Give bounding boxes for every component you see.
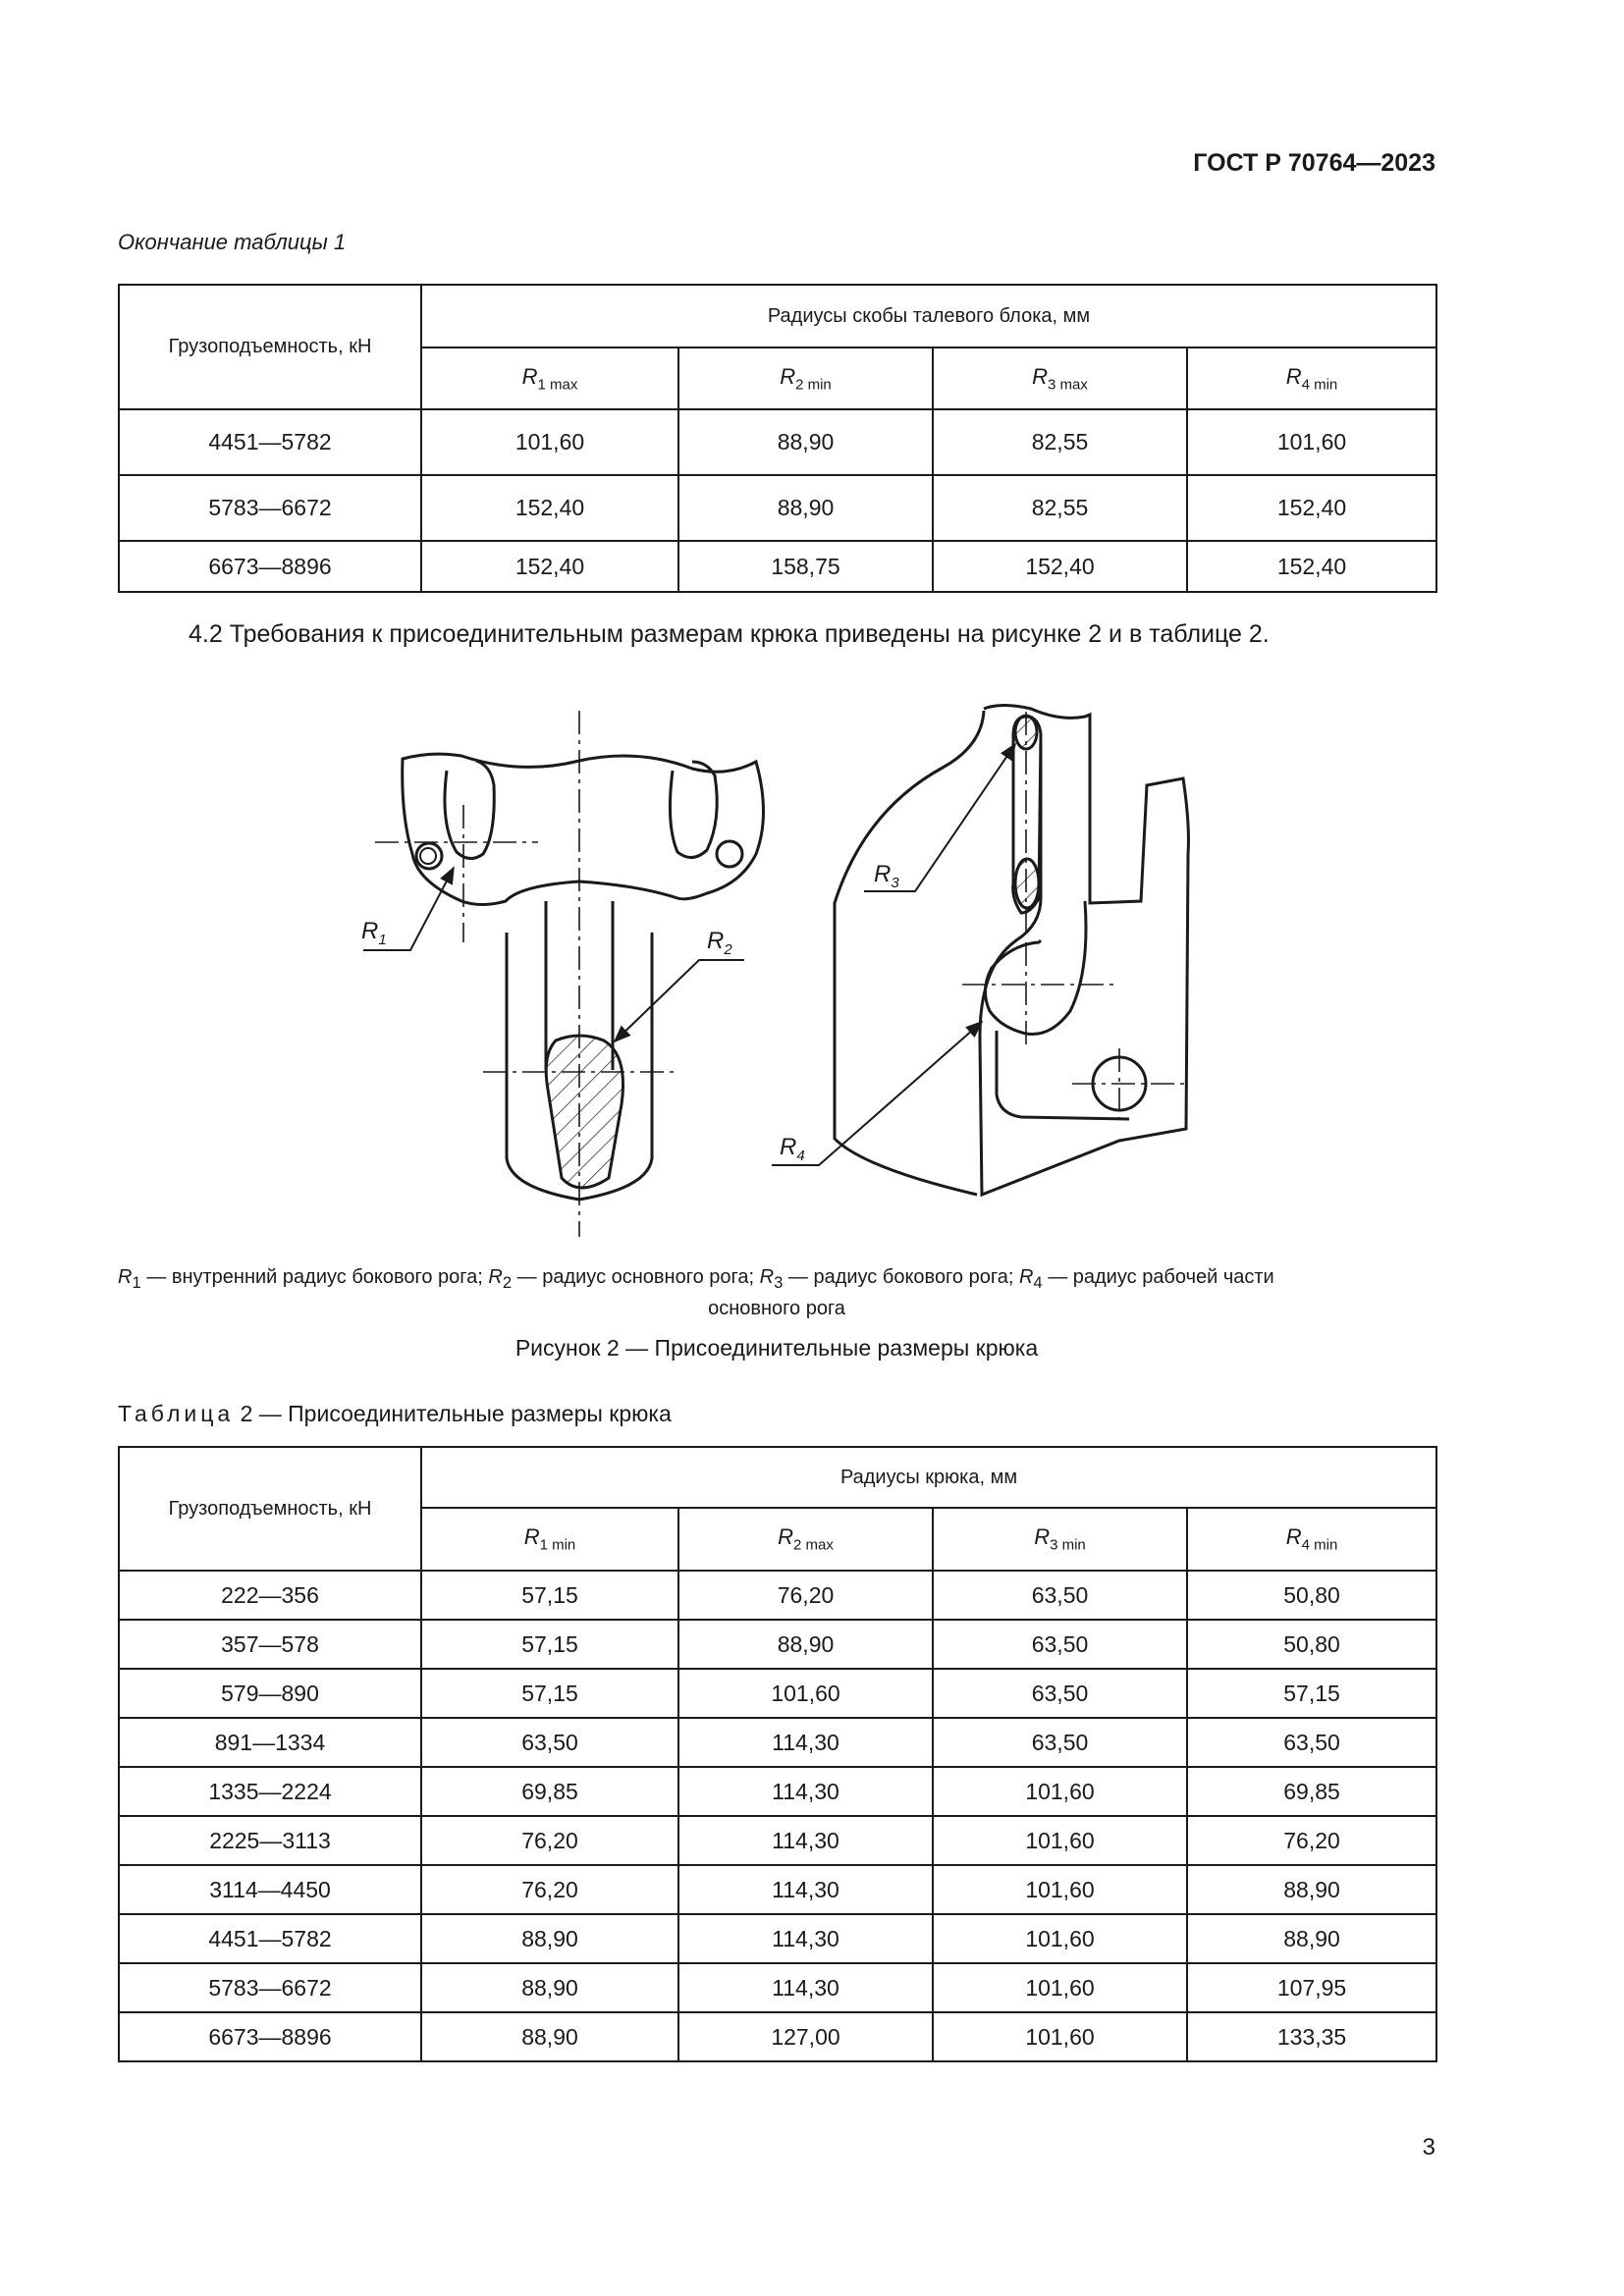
table2-header-radii: Радиусы крюка, мм (421, 1447, 1436, 1508)
table-cell: 63,50 (933, 1718, 1187, 1767)
table-row (119, 1816, 1436, 1865)
figure-legend: $R_1$ — внутренний радиус бокового рога; $R_2$ — радиус основного рога; $R_3$ — радиус бокового рога; $R_4$ — радиус рабочей части основного рога (118, 1266, 1274, 1319)
table-cell: 88,90 (1187, 1865, 1436, 1914)
hook-side-view (772, 706, 1188, 1196)
table-cell: 69,85 (421, 1767, 678, 1816)
table1-symbol-r2: $R_{2 min}$ (678, 347, 933, 409)
table-cell: 101,60 (933, 1767, 1187, 1816)
table1-header-capacity: Грузоподъемность, кН (119, 285, 421, 409)
table-row (119, 1963, 1436, 2012)
table2-symbol-r4: $R_{4 min}$ (1187, 1508, 1436, 1571)
table-cell: 5783—6672 (119, 1963, 421, 2012)
table-cell: 76,20 (421, 1816, 678, 1865)
table-cell: 101,60 (933, 2012, 1187, 2061)
table-cell: 88,90 (678, 475, 933, 541)
hook-front-view (363, 711, 764, 1237)
table1-symbol-r3: $R_{3 max}$ (933, 347, 1187, 409)
table-cell: 891—1334 (119, 1718, 421, 1767)
table-cell: 114,30 (678, 1767, 933, 1816)
table-cell: 152,40 (1187, 475, 1436, 541)
table1-symbol-r4: $R_{4 min}$ (1187, 347, 1436, 409)
table2-title: Таблица 2 — Присоединительные размеры крюка (118, 1401, 672, 1426)
table-cell: 101,60 (933, 1865, 1187, 1914)
table-cell: 76,20 (678, 1571, 933, 1620)
table-cell: 114,30 (678, 1865, 933, 1914)
table-cell: 5783—6672 (119, 475, 421, 541)
table-cell: 4451—5782 (119, 1914, 421, 1963)
table-cell: 114,30 (678, 1914, 933, 1963)
table-cell: 152,40 (1187, 541, 1436, 592)
table2-symbol-r3: $R_{3 min}$ (933, 1508, 1187, 1571)
label-r1: $R_1$ (361, 918, 387, 948)
table-cell: 222—356 (119, 1571, 421, 1620)
table-cell: 101,60 (933, 1816, 1187, 1865)
label-r3: $R_3$ (874, 861, 899, 891)
table-cell: 158,75 (678, 541, 933, 592)
page-number: 3 (1422, 2134, 1435, 2161)
paragraph-4-2: 4.2 Требования к присоединительным размерам крюка приведены на рисунке 2 и в таблице 2. (189, 620, 1270, 648)
label-r2: $R_2$ (707, 928, 732, 958)
table1-continuation-label: Окончание таблицы 1 (118, 230, 347, 254)
table-cell: 101,60 (933, 1963, 1187, 2012)
table-cell: 82,55 (933, 475, 1187, 541)
table-cell: 88,90 (421, 2012, 678, 2061)
table-cell: 50,80 (1187, 1620, 1436, 1669)
table-cell: 3114—4450 (119, 1865, 421, 1914)
table-cell: 101,60 (1187, 409, 1436, 475)
table-row (119, 1767, 1436, 1816)
table-cell: 114,30 (678, 1963, 933, 2012)
table-cell: 88,90 (421, 1914, 678, 1963)
table-row (119, 2012, 1436, 2061)
table-cell: 579—890 (119, 1669, 421, 1718)
table-cell: 76,20 (421, 1865, 678, 1914)
label-r4: $R_4$ (780, 1134, 805, 1164)
table-row (119, 1571, 1436, 1620)
table-cell: 57,15 (421, 1571, 678, 1620)
table-row (119, 1620, 1436, 1669)
table-row (119, 1718, 1436, 1767)
table-cell: 63,50 (933, 1571, 1187, 1620)
table-cell: 152,40 (421, 475, 678, 541)
table-cell: 57,15 (1187, 1669, 1436, 1718)
table-cell: 50,80 (1187, 1571, 1436, 1620)
table-cell: 114,30 (678, 1718, 933, 1767)
table-cell: 69,85 (1187, 1767, 1436, 1816)
table-cell: 63,50 (1187, 1718, 1436, 1767)
table-cell: 152,40 (933, 541, 1187, 592)
table-cell: 63,50 (933, 1669, 1187, 1718)
table-cell: 101,60 (933, 1914, 1187, 1963)
table-row (119, 1865, 1436, 1914)
table-cell: 152,40 (421, 541, 678, 592)
table-cell: 76,20 (1187, 1816, 1436, 1865)
table-cell: 357—578 (119, 1620, 421, 1669)
table-cell: 114,30 (678, 1816, 933, 1865)
table-cell: 88,90 (421, 1963, 678, 2012)
table-cell: 88,90 (1187, 1914, 1436, 1963)
table-cell: 107,95 (1187, 1963, 1436, 2012)
table-cell: 57,15 (421, 1620, 678, 1669)
table2-symbol-r1: $R_{1 min}$ (421, 1508, 678, 1571)
table1-symbol-r1: $R_{1 max}$ (421, 347, 678, 409)
table-2 (118, 1446, 1437, 2062)
table-cell: 101,60 (678, 1669, 933, 1718)
table-cell: 57,15 (421, 1669, 678, 1718)
figure-caption: Рисунок 2 — Присоединительные размеры крюка (514, 1335, 1039, 1361)
table-cell: 6673—8896 (119, 2012, 421, 2061)
table-row (119, 1914, 1436, 1963)
table-cell: 133,35 (1187, 2012, 1436, 2061)
table-cell: 63,50 (933, 1620, 1187, 1669)
table2-symbol-r2: $R_{2 max}$ (678, 1508, 933, 1571)
table-cell: 6673—8896 (119, 541, 421, 592)
table-cell: 1335—2224 (119, 1767, 421, 1816)
table-cell: 88,90 (678, 409, 933, 475)
table1-header-radii: Радиусы скобы талевого блока, мм (421, 285, 1436, 347)
table2-header-capacity: Грузоподъемность, кН (119, 1447, 421, 1571)
standard-header: ГОСТ Р 70764—2023 (1193, 149, 1435, 177)
table-cell: 127,00 (678, 2012, 933, 2061)
table-cell: 2225—3113 (119, 1816, 421, 1865)
table-cell: 101,60 (421, 409, 678, 475)
table-cell: 4451—5782 (119, 409, 421, 475)
table-cell: 88,90 (678, 1620, 933, 1669)
table-row (119, 1669, 1436, 1718)
table-cell: 63,50 (421, 1718, 678, 1767)
table-cell: 82,55 (933, 409, 1187, 475)
